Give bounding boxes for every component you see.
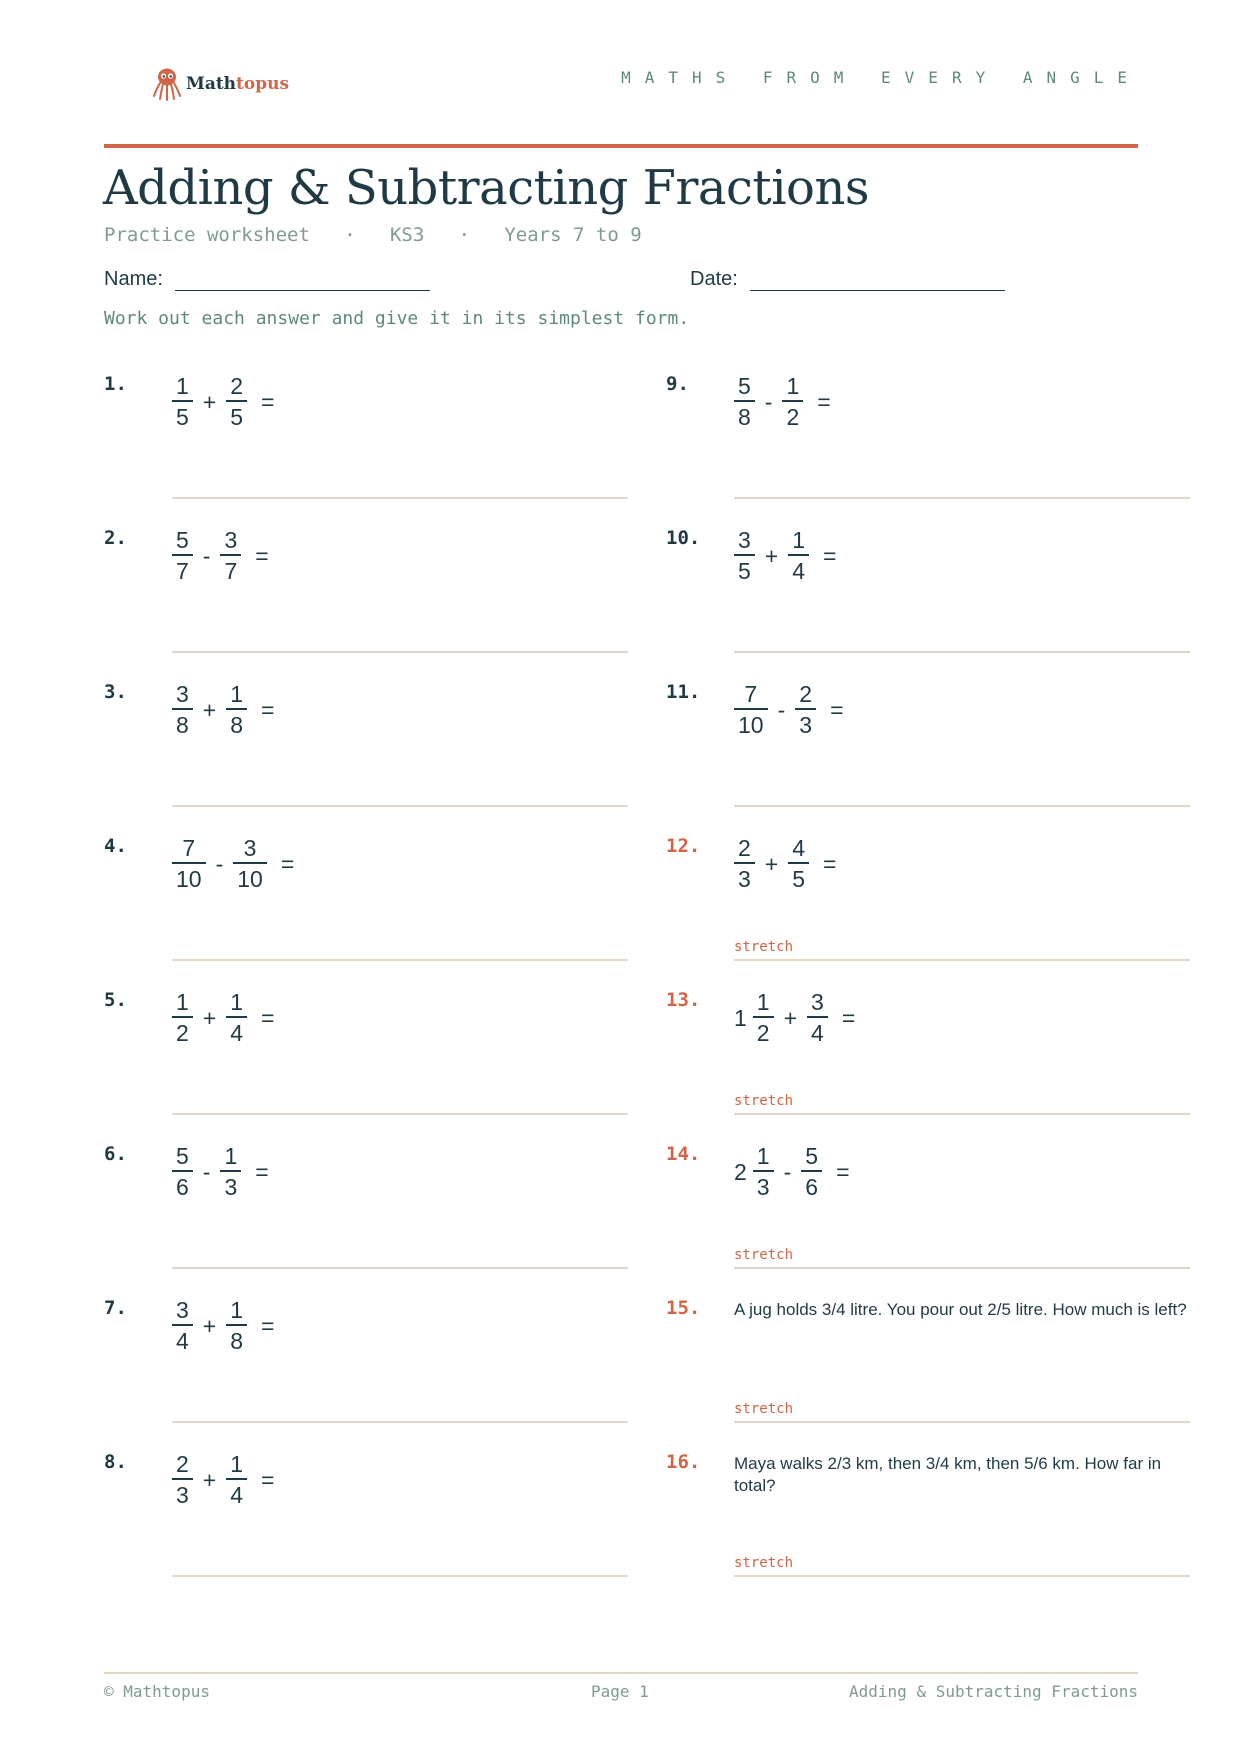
answer-line[interactable] <box>172 1421 628 1423</box>
fraction-expression <box>172 837 294 891</box>
fraction-second <box>220 529 241 583</box>
denominator: 10 <box>738 712 764 738</box>
numerator: 2 <box>176 1451 189 1477</box>
fraction-first <box>172 1299 193 1353</box>
header-divider <box>104 144 1138 148</box>
equals-sign: = <box>261 388 275 415</box>
fraction-second <box>226 375 247 429</box>
numerator: 5 <box>805 1143 819 1169</box>
problem-item <box>104 527 634 677</box>
numerator: 4 <box>792 835 806 861</box>
numerator: 1 <box>230 1297 244 1323</box>
numerator: 1 <box>786 373 800 399</box>
fraction-expression <box>734 683 844 737</box>
operator: - <box>215 850 224 877</box>
fraction-first <box>172 1145 193 1199</box>
problem-item <box>666 1297 1196 1447</box>
equals-sign: = <box>817 388 831 415</box>
footer-divider <box>104 1672 1138 1674</box>
problem-number: 15. <box>666 1297 701 1319</box>
fraction-expression <box>172 529 269 583</box>
problem-number: 12. <box>666 835 701 857</box>
fraction-second <box>782 375 803 429</box>
stretch-tag: stretch <box>734 939 794 955</box>
footer-doc-title: Adding & Subtracting Fractions <box>849 1682 1138 1701</box>
problem-number: 8. <box>104 1451 127 1473</box>
denominator: 4 <box>792 558 806 584</box>
date-field[interactable] <box>690 268 1005 291</box>
numerator: 3 <box>176 681 189 707</box>
denominator: 8 <box>230 1328 244 1354</box>
operator: - <box>202 1158 211 1185</box>
numerator: 1 <box>176 989 189 1015</box>
denominator: 4 <box>811 1020 824 1046</box>
operator: + <box>764 850 779 877</box>
denominator: 4 <box>230 1482 244 1508</box>
answer-line[interactable] <box>172 1575 628 1577</box>
answer-line[interactable] <box>172 805 628 807</box>
numerator: 3 <box>811 989 824 1015</box>
problem-number: 13. <box>666 989 701 1011</box>
denominator: 6 <box>805 1174 819 1200</box>
problem-item <box>666 1143 1196 1293</box>
footer-copyright: © Mathtopus <box>104 1682 210 1701</box>
word-problem-text: Maya walks 2/3 km, then 3/4 km, then 5/6 km. How far in total? <box>734 1454 1162 1495</box>
equals-sign: = <box>261 1466 275 1493</box>
denominator: 8 <box>176 712 189 738</box>
problem-number: 10. <box>666 527 701 549</box>
denominator: 3 <box>224 1174 238 1200</box>
denominator: 5 <box>230 404 244 430</box>
fraction-second <box>233 837 267 891</box>
name-blank[interactable] <box>175 268 430 291</box>
fraction-first <box>172 375 193 429</box>
numerator: 3 <box>224 527 238 553</box>
numerator: 5 <box>176 527 189 553</box>
numerator: 1 <box>230 681 244 707</box>
fraction-second <box>788 529 809 583</box>
fraction-expression <box>734 375 831 429</box>
answer-line[interactable] <box>172 1267 628 1269</box>
octopus-icon <box>152 66 182 102</box>
fraction-first <box>734 837 755 891</box>
denominator: 2 <box>176 1020 189 1046</box>
fraction-first <box>172 991 193 1045</box>
problem-number: 6. <box>104 1143 127 1165</box>
equals-sign: = <box>841 1004 856 1031</box>
page-title: Adding & Subtracting Fractions <box>103 160 869 216</box>
equals-sign: = <box>823 850 837 877</box>
answer-line[interactable] <box>734 651 1190 653</box>
fraction-expression <box>172 375 274 429</box>
problem-item <box>104 835 634 985</box>
numerator: 5 <box>176 1143 189 1169</box>
denominator: 3 <box>738 866 751 892</box>
tagline: MATHS FROM EVERY ANGLE <box>621 68 1141 87</box>
problem-number: 3. <box>104 681 127 703</box>
numerator: 1 <box>224 1143 238 1169</box>
answer-line[interactable] <box>172 1113 628 1115</box>
problem-number: 16. <box>666 1451 701 1473</box>
fraction-expression <box>734 529 836 583</box>
operator: + <box>202 696 217 723</box>
problem-item <box>104 1297 634 1447</box>
denominator: 4 <box>176 1328 189 1354</box>
answer-line[interactable] <box>734 1113 1190 1115</box>
fraction-second <box>807 991 828 1045</box>
fraction-first <box>734 683 768 737</box>
problem-item <box>666 681 1196 831</box>
problem-item <box>104 681 634 831</box>
denominator: 7 <box>176 558 189 584</box>
problem-item <box>666 1451 1196 1601</box>
problem-number: 1. <box>104 373 127 395</box>
answer-line[interactable] <box>734 959 1190 961</box>
fraction-first <box>734 375 755 429</box>
fraction-second <box>226 1299 247 1353</box>
denominator: 8 <box>230 712 244 738</box>
answer-line[interactable] <box>734 805 1190 807</box>
answer-line[interactable] <box>172 959 628 961</box>
stretch-tag: stretch <box>734 1247 794 1263</box>
date-label: Date: <box>690 268 738 290</box>
answer-line[interactable] <box>734 1421 1190 1423</box>
answer-line[interactable] <box>734 1267 1190 1269</box>
denominator: 10 <box>237 866 263 892</box>
denominator: 7 <box>224 558 238 584</box>
equals-sign: = <box>830 696 844 723</box>
denominator: 6 <box>176 1174 189 1200</box>
answer-line[interactable] <box>172 497 628 499</box>
fraction-second <box>801 1145 822 1199</box>
equals-sign: = <box>261 1004 275 1031</box>
operator: - <box>777 696 786 723</box>
problem-number: 2. <box>104 527 127 549</box>
brand-name: Mathtopus <box>186 74 290 94</box>
problem-number: 11. <box>666 681 701 703</box>
fraction-first <box>753 991 774 1045</box>
equals-sign: = <box>261 1312 275 1339</box>
denominator: 2 <box>786 404 800 430</box>
denominator: 10 <box>176 866 202 892</box>
answer-line[interactable] <box>734 497 1190 499</box>
fraction-first <box>172 683 193 737</box>
problem-item <box>104 1451 634 1601</box>
stretch-tag: stretch <box>734 1401 794 1417</box>
fraction-first <box>734 529 755 583</box>
fraction-second <box>220 1145 241 1199</box>
equals-sign: = <box>823 542 837 569</box>
fraction-first <box>172 837 206 891</box>
operator: - <box>764 388 773 415</box>
operator: + <box>202 1312 217 1339</box>
denominator: 5 <box>792 866 806 892</box>
answer-line[interactable] <box>172 651 628 653</box>
equals-sign: = <box>836 1158 850 1185</box>
numerator: 5 <box>738 373 751 399</box>
problem-number: 14. <box>666 1143 701 1165</box>
denominator: 3 <box>799 712 813 738</box>
whole-number: 1 <box>734 1004 747 1031</box>
problem-item <box>666 527 1196 677</box>
operator: - <box>202 542 211 569</box>
numerator: 2 <box>738 835 751 861</box>
numerator: 1 <box>756 1143 770 1169</box>
problem-number: 9. <box>666 373 689 395</box>
numerator: 7 <box>744 681 758 707</box>
numerator: 1 <box>756 989 770 1015</box>
stretch-tag: stretch <box>734 1093 794 1109</box>
fraction-second <box>226 991 247 1045</box>
denominator: 5 <box>176 404 189 430</box>
fraction-expression <box>172 1453 274 1507</box>
name-field[interactable] <box>104 268 430 291</box>
fraction-second <box>226 1453 247 1507</box>
numerator: 2 <box>230 373 244 399</box>
operator: + <box>764 542 779 569</box>
fraction-second <box>788 837 809 891</box>
whole-number: 2 <box>734 1158 747 1185</box>
page-subtitle: Practice worksheet · KS3 · Years 7 to 9 <box>104 224 642 246</box>
problem-item <box>104 1143 634 1293</box>
operator: + <box>783 1004 798 1031</box>
fraction-expression <box>172 683 274 737</box>
problem-item <box>666 835 1196 985</box>
problem-item <box>104 989 634 1139</box>
fraction-expression <box>172 1145 269 1199</box>
problem-number: 7. <box>104 1297 127 1319</box>
numerator: 1 <box>230 1451 244 1477</box>
operator: + <box>202 1466 217 1493</box>
footer-page-number: Page 1 <box>591 1682 649 1701</box>
numerator: 7 <box>182 835 196 861</box>
equals-sign: = <box>255 542 269 569</box>
date-blank[interactable] <box>750 268 1005 291</box>
fraction-expression <box>172 1299 274 1353</box>
fraction-expression <box>734 991 855 1045</box>
fraction-expression <box>734 837 836 891</box>
fraction-second <box>795 683 816 737</box>
problem-number: 4. <box>104 835 127 857</box>
problem-number: 5. <box>104 989 127 1011</box>
denominator: 4 <box>230 1020 244 1046</box>
problem-item <box>666 373 1196 523</box>
numerator: 3 <box>738 527 751 553</box>
numerator: 3 <box>176 1297 189 1323</box>
fraction-expression <box>734 1145 850 1199</box>
instructions: Work out each answer and give it in its simplest form. <box>104 308 690 329</box>
numerator: 1 <box>176 373 189 399</box>
equals-sign: = <box>280 850 295 877</box>
equals-sign: = <box>261 696 275 723</box>
problem-item <box>104 373 634 523</box>
operator: + <box>202 388 217 415</box>
denominator: 5 <box>738 558 751 584</box>
denominator: 8 <box>738 404 751 430</box>
operator: + <box>202 1004 217 1031</box>
denominator: 3 <box>176 1482 189 1508</box>
answer-line[interactable] <box>734 1575 1190 1577</box>
fraction-first <box>172 1453 193 1507</box>
name-label: Name: <box>104 268 163 290</box>
numerator: 1 <box>230 989 244 1015</box>
stretch-tag: stretch <box>734 1555 794 1571</box>
denominator: 2 <box>756 1020 770 1046</box>
numerator: 1 <box>792 527 806 553</box>
numerator: 2 <box>799 681 813 707</box>
operator: - <box>783 1158 792 1185</box>
brand-logo <box>152 66 289 102</box>
fraction-first <box>753 1145 774 1199</box>
equals-sign: = <box>255 1158 269 1185</box>
fraction-first <box>172 529 193 583</box>
fraction-expression <box>172 991 274 1045</box>
fraction-second <box>226 683 247 737</box>
problem-item <box>666 989 1196 1139</box>
numerator: 3 <box>243 835 257 861</box>
word-problem-text: A jug holds 3/4 litre. You pour out 2/5 litre. How much is left? <box>734 1300 1187 1319</box>
denominator: 3 <box>756 1174 770 1200</box>
